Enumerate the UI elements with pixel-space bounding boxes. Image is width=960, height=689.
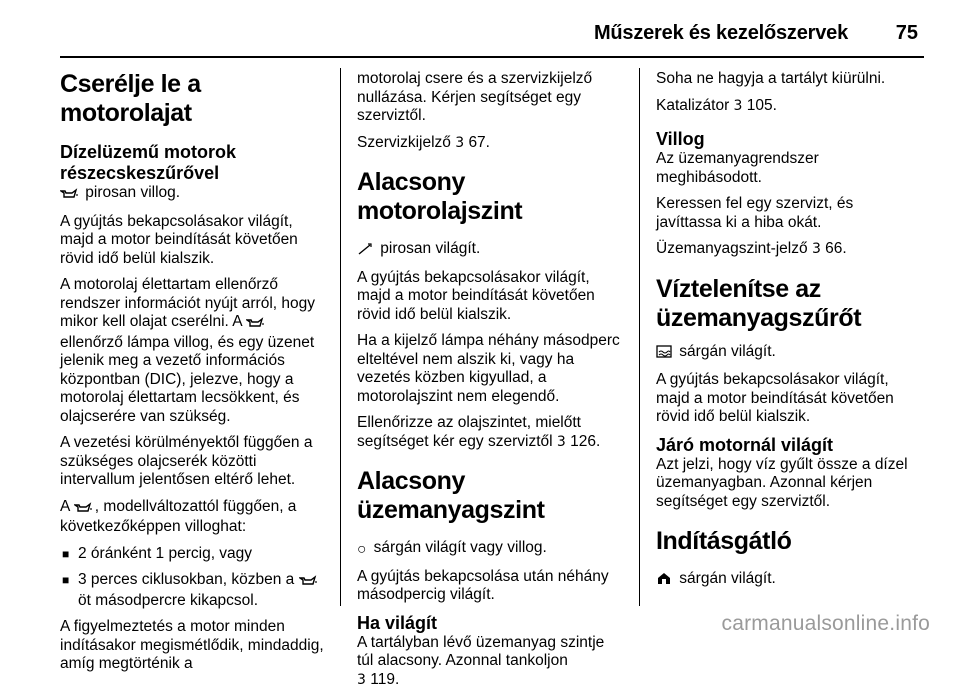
subsection-heading: Járó motornál világít: [656, 435, 922, 456]
subsection-heading: Ha világít: [357, 613, 623, 634]
paragraph: motorolaj csere és a szervizkijelző nullázása. Kérjen segítséget egy szerviztől.: [357, 70, 623, 126]
paragraph: [357, 240, 623, 261]
paragraph-text: , modellváltozattól függően, a következőképpen villoghat:: [60, 498, 296, 536]
subsection-heading-line: részecskeszűrővel: [60, 163, 219, 183]
paragraph-text: Szervizkijelző: [357, 134, 455, 151]
paragraph: [60, 498, 326, 537]
column-3: [656, 70, 922, 599]
oil-can-icon: [74, 500, 92, 519]
column-divider: [340, 68, 341, 606]
paragraph: [656, 570, 922, 591]
list-item-text: 3 perces ciklusokban, közben a: [78, 571, 299, 588]
paragraph: Ha a kijelző lámpa néhány másodperc elteltével nem alszik ki, vagy ha vezetés közben kigyullad, a motorolajszint nem elegendő.: [357, 332, 623, 406]
page-reference[interactable]: 67.: [468, 134, 490, 151]
section-heading: Alacsony motorolajszint: [357, 168, 623, 226]
oil-can-icon: [299, 573, 317, 592]
column-divider: [639, 68, 640, 606]
oil-can-icon: [246, 315, 264, 334]
paragraph: [357, 539, 623, 560]
immobilizer-icon: [656, 571, 672, 591]
page-reference[interactable]: 105.: [747, 97, 777, 114]
section-heading: Víztelenítse az üzemanyagszűrőt: [656, 275, 922, 333]
list-item-text: 2 óránként 1 percig, vagy: [78, 545, 252, 562]
paragraph: A gyújtás bekapcsolásakor világít, majd a motor beindítását követően rövid idő belül kialszik.: [60, 213, 326, 269]
water-in-fuel-icon: [656, 344, 672, 364]
cross-reference-icon: 3: [357, 672, 366, 688]
subsection-heading: Villog: [656, 129, 922, 150]
list-item: [60, 571, 326, 610]
paragraph-text: sárgán világít.: [675, 343, 776, 360]
paragraph: A gyújtás bekapcsolásakor világít, majd a motor beindítását követően rövid idő belül kialszik.: [357, 269, 623, 325]
paragraph: [60, 276, 326, 426]
paragraph: [656, 240, 922, 259]
paragraph: [357, 414, 623, 451]
fuel-ring-icon: ○: [357, 541, 366, 560]
paragraph: Soha ne hagyja a tartályt kiürülni.: [656, 70, 922, 89]
paragraph-text: pirosan villog.: [81, 184, 180, 201]
cross-reference-icon: 3: [734, 98, 743, 114]
paragraph: Keressen fel egy szervizt, és javíttassa ki a hiba okát.: [656, 195, 922, 232]
cross-reference-icon: 3: [557, 434, 566, 450]
column-2: [357, 70, 623, 689]
paragraph: A gyújtás bekapcsolása után néhány másodpercig világít.: [357, 568, 623, 605]
paragraph: [357, 134, 623, 153]
paragraph: [656, 343, 922, 364]
paragraph-text: Üzemanyagszint-jelző: [656, 240, 812, 257]
subsection-heading-line: Dízelüzemű motorok: [60, 142, 236, 162]
cross-reference-icon: 3: [812, 241, 821, 257]
paragraph-text: sárgán világít vagy villog.: [369, 539, 546, 556]
bullet-icon: ■: [62, 545, 69, 564]
watermark: carmanualsonline.info: [722, 612, 931, 636]
header-title: Műszerek és kezelőszervek: [594, 22, 848, 45]
paragraph-text: sárgán világít.: [675, 570, 776, 587]
page-reference[interactable]: 66.: [825, 240, 847, 257]
paragraph-text: Ellenőrizze az olajszintet, mielőtt segítséget kér egy szerviztől: [357, 414, 581, 450]
paragraph-text: pirosan világít.: [376, 240, 480, 257]
paragraph: A figyelmeztetés a motor minden indításakor megismétlődik, mindaddig, amíg megtörténik a: [60, 618, 326, 674]
paragraph: [656, 97, 922, 116]
oil-level-icon: [357, 242, 373, 261]
paragraph: [60, 184, 326, 205]
paragraph: Azt jelzi, hogy víz gyűlt össze a dízel üzemanyagban. Azonnal kérjen segítséget egy szerviztől.: [656, 456, 922, 512]
paragraph-text: ellenőrző lámpa villog, és egy üzenet jelenik meg a vezető információs központban (DIC), jelezve, hogy a motorolaj élettartam lecsökkent, és olajcserére van szükség.: [60, 334, 314, 425]
page-number: 75: [896, 22, 918, 45]
paragraph-text: Katalizátor: [656, 97, 734, 114]
paragraph-text: A tartályban lévő üzemanyag szintje túl alacsony. Azonnal tankoljon: [357, 634, 604, 670]
page-header: [60, 12, 924, 58]
oil-can-icon: [60, 186, 78, 205]
section-heading: Cserélje le a motorolajat: [60, 70, 326, 128]
paragraph: A vezetési körülményektől függően a szükséges olajcserék közötti intervallum jelentősen eltérő lehet.: [60, 434, 326, 490]
paragraph: Az üzemanyagrendszer meghibásodott.: [656, 150, 922, 187]
paragraph: A gyújtás bekapcsolásakor világít, majd a motor beindítását követően rövid idő belül kialszik.: [656, 371, 922, 427]
page-reference[interactable]: 126.: [570, 433, 600, 450]
page-reference[interactable]: 119.: [370, 671, 399, 688]
bullet-list: [60, 545, 326, 611]
cross-reference-icon: 3: [455, 135, 464, 151]
section-heading: Indításgátló: [656, 527, 922, 556]
list-item: [60, 545, 326, 564]
list-item-text: öt másodpercre kikapcsol.: [78, 592, 258, 609]
paragraph-text: A: [60, 498, 74, 515]
column-1: [60, 70, 326, 674]
section-heading: Alacsony üzemanyagszint: [357, 467, 623, 525]
subsection-heading: [60, 142, 326, 184]
paragraph-text: A motorolaj élettartam ellenőrző rendszer információt nyújt arról, hogy mikor kell olajat cserélni. A: [60, 276, 315, 330]
bullet-icon: ■: [62, 571, 69, 590]
